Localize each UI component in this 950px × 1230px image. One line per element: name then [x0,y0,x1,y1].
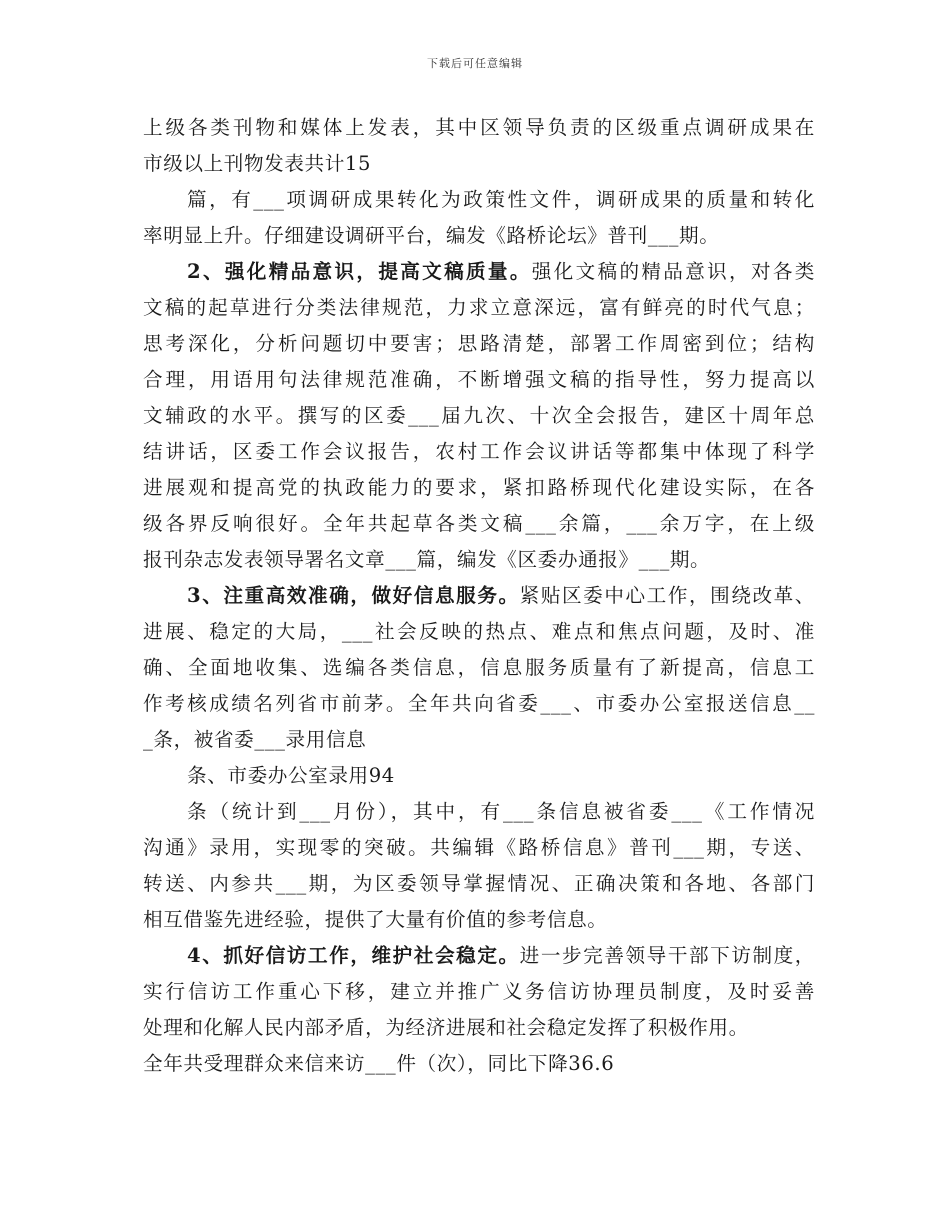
text-line [143,290,815,326]
text-line [143,974,815,1010]
text-line [143,650,815,686]
text-line [143,146,815,182]
text-line [143,1046,815,1082]
text-line [143,110,815,146]
text-line [143,794,815,830]
line-text: 合理，用语用句法律规范准确，不断增强文稿的指导性，努力提高以 [143,368,815,391]
line-text: 实行信访工作重心下移，建立并推广义务信访协理员制度，及时妥善 [143,980,815,1003]
line-text: 强化文稿的精品意识，对各类 [531,260,815,283]
text-line [143,398,815,434]
text-line [143,218,815,254]
line-text: 文辅政的水平。撰写的区委___届九次、十次全会报告，建区十周年总 [143,404,815,427]
line-text: 处理和化解人民内部矛盾，为经济进展和社会稳定发挥了积极作用。 [143,1016,749,1039]
line-text: 篇，有___项调研成果转化为政策性文件，调研成果的质量和转化 [187,188,815,211]
line-text: 级各界反响很好。全年共起草各类文稿___余篇，___余万字，在上级 [143,512,815,535]
text-line [143,722,815,758]
line-text: 结讲话，区委工作会议报告，农村工作会议讲话等都集中体现了科学 [143,440,815,463]
section-heading: 2、强化精品意识，提高文稿质量。 [187,260,532,283]
page-header: 下载后可任意编辑 [427,57,523,70]
line-text: 转送、内参共___期，为区委领导掌握情况、正确决策和各地、各部门 [143,872,815,895]
line-text: 条（统计到___月份），其中，有___条信息被省委___《工作情况 [187,800,815,823]
text-line [143,758,815,794]
text-line [143,326,815,362]
line-text: 全年共受理群众来信来访___件（次），同比下降36.6 [143,1052,615,1075]
text-line [143,1010,815,1046]
line-text: 进展观和提高党的执政能力的要求，紧扣路桥现代化建设实际，在各 [143,476,815,499]
document-body [143,110,815,1082]
line-text: 文稿的起草进行分类法律规范，力求立意深远，富有鲜亮的时代气息； [143,296,815,319]
text-line [143,434,815,470]
section-heading: 4、抓好信访工作，维护社会稳定。 [187,944,520,967]
line-text: 紧贴区委中心工作，围绕改革、 [519,584,815,607]
line-text: 作考核成绩名列省市前茅。全年共向省委___、市委办公室报送信息__ [143,692,815,715]
text-line [143,866,815,902]
text-line [143,938,815,974]
text-line [143,470,815,506]
text-line [143,686,815,722]
line-text: 进展、稳定的大局，___社会反映的热点、难点和焦点问题，及时、准 [143,620,815,643]
line-text: 条、市委办公室录用94 [187,764,395,787]
text-line [143,902,815,938]
line-text: _条，被省委___录用信息 [143,728,367,751]
text-line [143,542,815,578]
line-text: 上级各类刊物和媒体上发表，其中区领导负责的区级重点调研成果在 [143,116,815,139]
line-text: 思考深化，分析问题切中要害；思路清楚，部署工作周密到位；结构 [143,332,815,355]
line-text: 率明显上升。仔细建设调研平台，编发《路桥论坛》普刊___期。 [143,224,720,247]
text-line [143,362,815,398]
section-heading: 3、注重高效准确，做好信息服务。 [187,584,520,607]
line-text: 报刊杂志发表领导署名文章___篇，编发《区委办通报》___期。 [143,548,711,571]
text-line [143,578,815,614]
text-line [143,254,815,290]
line-text: 进一步完善领导干部下访制度， [519,944,815,967]
text-line [143,182,815,218]
text-line [143,614,815,650]
line-text: 沟通》录用，实现零的突破。共编辑《路桥信息》普刊___期，专送、 [143,836,815,859]
text-line [143,830,815,866]
line-text: 市级以上刊物发表共计15 [143,152,372,175]
line-text: 相互借鉴先进经验，提供了大量有价值的参考信息。 [143,908,608,931]
text-line [143,506,815,542]
line-text: 确、全面地收集、选编各类信息，信息服务质量有了新提高，信息工 [143,656,815,679]
